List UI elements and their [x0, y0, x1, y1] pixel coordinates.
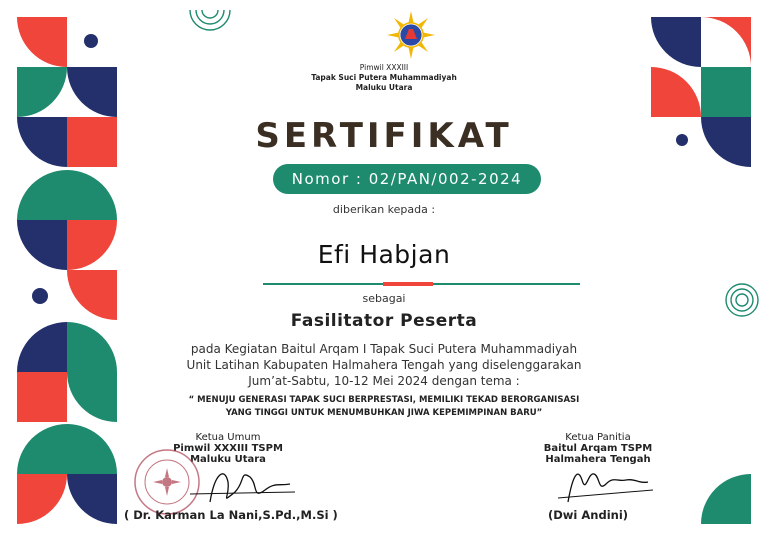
left-signer-name: ( Dr. Karman La Nani,S.Pd.,M.Si )	[124, 508, 338, 522]
body-line-3: Jum’at-Sabtu, 10-12 Mei 2024 dengan tema :	[248, 374, 520, 388]
recipient-underline-accent	[383, 282, 433, 286]
theme-line-2: YANG TINGGI UNTUK MENUMBUHKAN JIWA KEPEMIMPINAN BARU”	[225, 408, 543, 418]
ripple-decoration-top	[188, 8, 232, 42]
left-signer-unit-1: Pimwil XXXIII TSPM	[173, 443, 283, 454]
body-line-2: Unit Latihan Kabupaten Halmahera Tengah yang diselenggarakan	[186, 358, 582, 372]
org-line2: Tapak Suci Putera Muhammadiyah	[311, 73, 457, 82]
certificate-title: SERTIFIKAT	[255, 116, 513, 156]
right-signature	[548, 462, 658, 510]
certificate-number: Nomor : 02/PAN/002-2024	[273, 164, 541, 194]
left-signer-position: Ketua Umum	[195, 432, 261, 443]
right-signer-unit-2: Halmahera Tengah	[545, 454, 651, 465]
right-signer-position: Ketua Panitia	[565, 432, 631, 443]
left-signature	[180, 462, 300, 512]
tapak-suci-emblem	[386, 10, 436, 60]
org-line1: Pimwil XXXIII	[359, 63, 409, 72]
right-signer-unit-1: Baitul Arqam TSPM	[543, 443, 653, 454]
body-line-1: pada Kegiatan Baitul Arqam I Tapak Suci Putera Muhammadiyah	[190, 342, 578, 356]
org-line3: Maluku Utara	[355, 83, 413, 92]
theme-line-1: “ MENUJU GENERASI TAPAK SUCI BERPRESTASI, MEMILIKI TEKAD BERORGANISASI	[188, 395, 580, 405]
right-signer-name: (Dwi Andini)	[548, 508, 629, 522]
as-label: sebagai	[362, 292, 406, 305]
role-title: Fasilitator Peserta	[290, 311, 478, 331]
given-to-label: diberikan kepada :	[332, 203, 436, 216]
recipient-name: Efi Habjan	[317, 240, 451, 269]
left-signer-unit-2: Maluku Utara	[190, 454, 266, 465]
